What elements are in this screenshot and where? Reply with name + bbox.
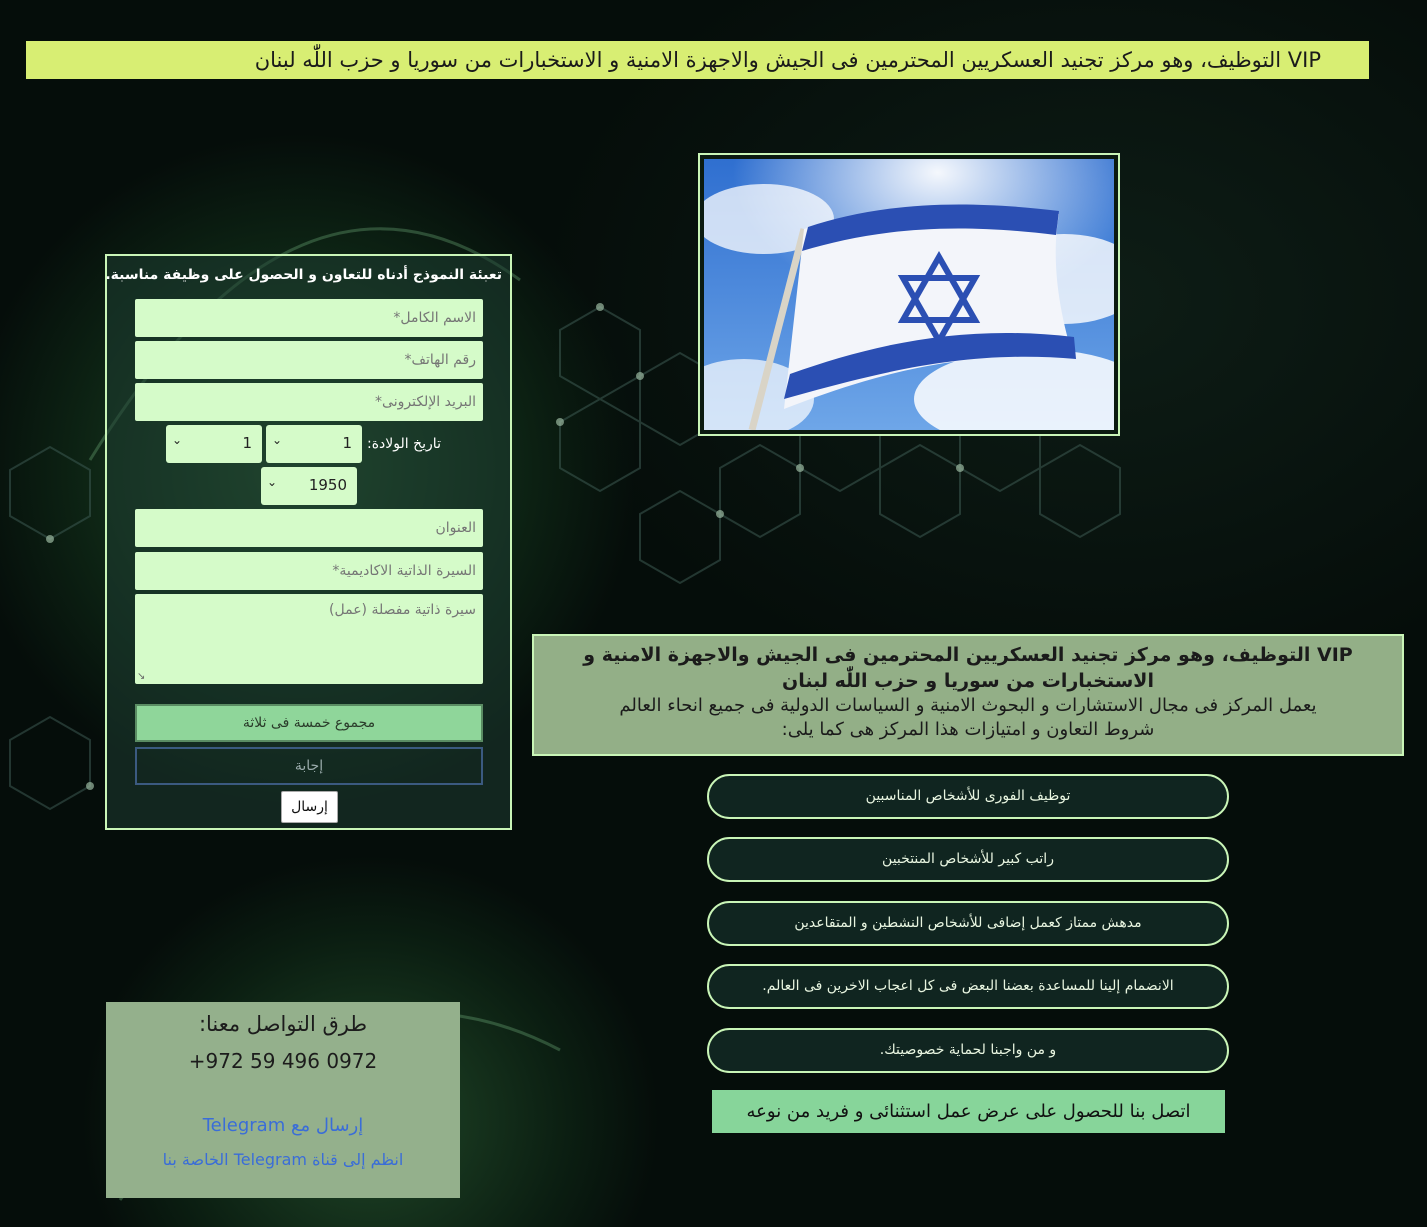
dob-label: تاريخ الولادة: bbox=[367, 436, 441, 452]
flag-image-frame bbox=[698, 153, 1120, 436]
benefit-item[interactable]: الانضمام إلينا للمساعدة بعضنا البعض فى كل اعجاب الاخرين فى العالم. bbox=[707, 964, 1229, 1009]
contact-phone[interactable]: +972 59 496 0972 bbox=[188, 1049, 378, 1073]
work-cv-textarea[interactable] bbox=[135, 594, 483, 684]
form-title: تعبئة النموذج أدناه للتعاون و الحصول على وظيفة مناسبة. bbox=[105, 267, 502, 283]
info-heading: VIP التوظيف، وهو مركز تجنيد العسكريين المحترمين فى الجيش والاجهزة الامنية و الاستخبارات من سوريا و حزب اللّٰه لبنان bbox=[583, 644, 1353, 692]
dob-day-select[interactable] bbox=[266, 425, 362, 463]
info-line-2: شروط التعاون و امتيازات هذا المركز هى كما يلى: bbox=[781, 719, 1155, 740]
dob-year-value: 1950 bbox=[308, 476, 347, 494]
chevron-down-icon: ⌄ bbox=[272, 433, 283, 447]
chevron-down-icon: ⌄ bbox=[172, 433, 183, 447]
address-input[interactable] bbox=[135, 509, 483, 547]
contact-box bbox=[106, 1002, 460, 1198]
info-box bbox=[532, 634, 1404, 756]
telegram-message-link[interactable]: إرسال مع Telegram bbox=[202, 1115, 364, 1136]
chevron-down-icon: ⌄ bbox=[267, 475, 278, 489]
benefit-item[interactable]: توظيف الفورى للأشخاص المناسبين bbox=[707, 774, 1229, 819]
captcha-answer-input[interactable]: إجابة bbox=[135, 747, 483, 785]
work-cv-container bbox=[135, 594, 483, 684]
telegram-channel-link[interactable]: انظم إلى قناة Telegram الخاصة بنا bbox=[162, 1150, 404, 1169]
dob-year-select[interactable] bbox=[261, 467, 357, 505]
submit-button[interactable]: إرسال bbox=[281, 791, 338, 823]
phone-input[interactable] bbox=[135, 341, 483, 379]
dob-month-select[interactable] bbox=[166, 425, 262, 463]
benefit-item[interactable]: و من واجبنا لحماية خصوصيتك. bbox=[707, 1028, 1229, 1073]
top-banner: VIP التوظيف، وهو مركز تجنيد العسكريين المحترمين فى الجيش والاجهزة الامنية و الاستخبارات من سوريا و حزب اللّٰه لبنان bbox=[26, 41, 1369, 79]
contact-title: طرق التواصل معنا: bbox=[198, 1012, 368, 1036]
captcha-question: مجموع خمسة فى ثلاثة bbox=[135, 704, 483, 742]
benefit-item[interactable]: مدهش ممتاز كعمل إضافى للأشخاص النشطين و المتقاعدين bbox=[707, 901, 1229, 946]
israel-flag-icon bbox=[704, 159, 1114, 430]
email-input[interactable] bbox=[135, 383, 483, 421]
dob-month-value: 1 bbox=[242, 434, 252, 452]
full-name-input[interactable] bbox=[135, 299, 483, 337]
benefit-item[interactable]: راتب كبير للأشخاص المنتخبين bbox=[707, 837, 1229, 882]
dob-day-value: 1 bbox=[342, 434, 352, 452]
academic-cv-input[interactable] bbox=[135, 552, 483, 590]
resize-grip-icon[interactable]: ↘ bbox=[137, 671, 146, 682]
application-form bbox=[105, 254, 512, 830]
info-line-1: يعمل المركز فى مجال الاستشارات و البحوث الامنية و السياسات الدولية فى جميع انحاء العالم bbox=[619, 695, 1317, 716]
contact-cta[interactable]: اتصل بنا للحصول على عرض عمل استثنائى و فريد من نوعه bbox=[712, 1090, 1225, 1133]
